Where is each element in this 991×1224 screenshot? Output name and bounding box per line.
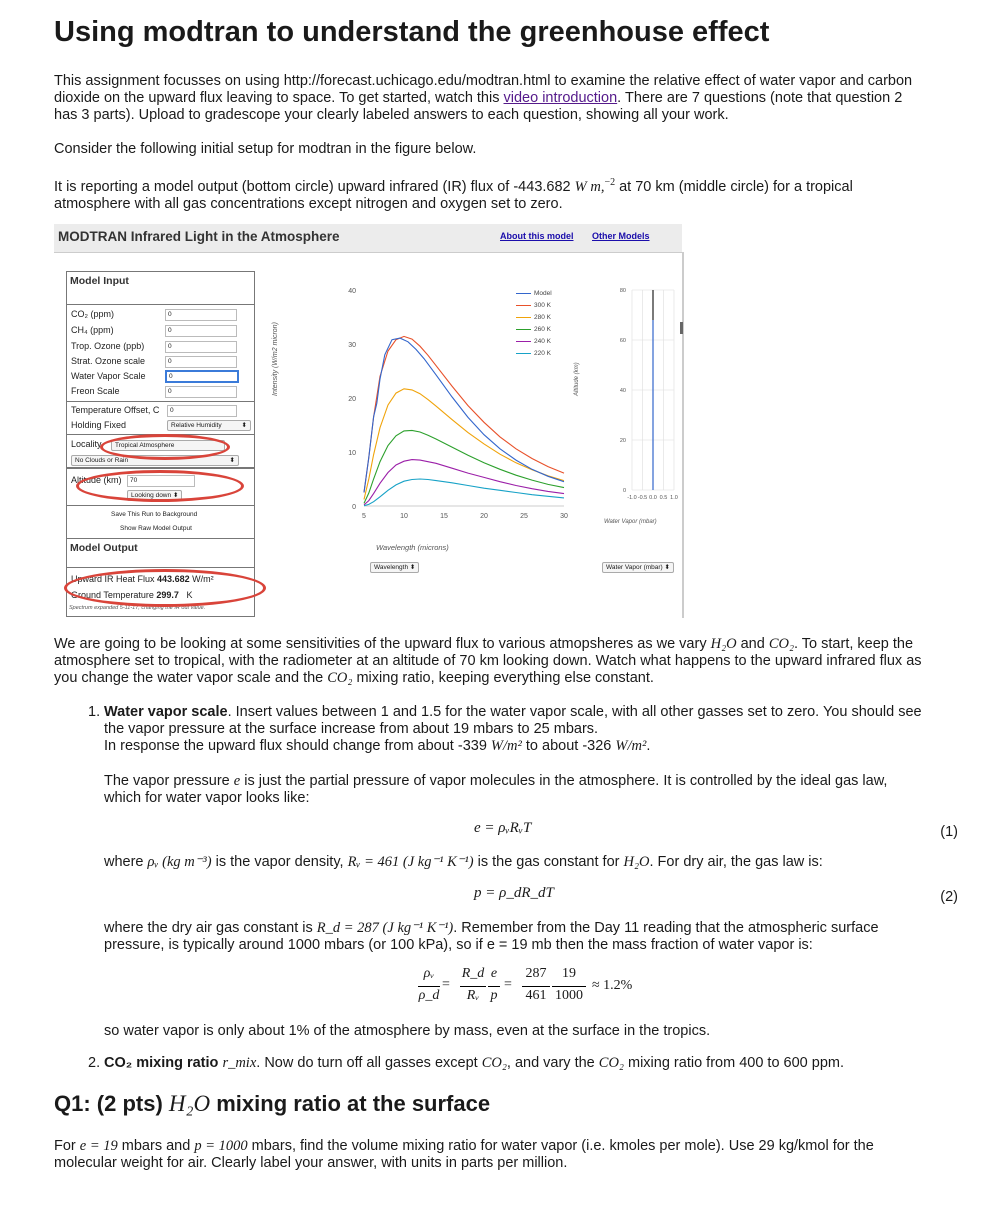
fig-divider xyxy=(682,252,684,618)
text: . To start, keep the xyxy=(794,636,914,652)
frac-bar xyxy=(460,986,486,987)
video-introduction-link[interactable]: video introduction xyxy=(503,90,618,106)
math-co2: CO₂ xyxy=(327,670,353,686)
flux-line xyxy=(54,174,954,196)
q1-line xyxy=(54,1138,954,1155)
equals-sign: = xyxy=(442,977,450,992)
strat-ozone-label: Strat. Ozone scale xyxy=(71,356,146,366)
item1-heading: Water vapor scale xyxy=(104,704,228,720)
locality-label: Locality xyxy=(71,439,102,449)
text: , and vary the xyxy=(506,1055,599,1071)
profile-xtick-label: 1.0 xyxy=(670,495,678,501)
text: you change the water vapor scale and the xyxy=(54,670,328,686)
legend-label: Model xyxy=(534,290,552,297)
water-vapor-axis-select[interactable] xyxy=(602,562,674,573)
co2-input[interactable]: 0 xyxy=(165,309,237,321)
save-run-button[interactable]: Save This Run to Background xyxy=(111,511,198,518)
math-h2o: H₂O xyxy=(168,1091,211,1116)
trop-ozone-input[interactable]: 0 xyxy=(165,341,237,353)
math-rho-v: ρᵥ (kg m⁻³) xyxy=(147,854,212,870)
item2-heading: CO₂ mixing ratio xyxy=(104,1055,219,1071)
intro-text: dioxide on the upward flux leaving to space. To get started, watch this xyxy=(54,90,504,106)
intro-line: This assignment focusses on using http://forecast.uchicago.edu/modtran.html to examine the relative effect of water vapor and carbon xyxy=(54,73,913,89)
text: . xyxy=(646,738,651,754)
item1-line xyxy=(104,704,954,721)
frac-den-rho-d: ρ_d xyxy=(418,988,440,1003)
text: mixing ratio, keeping everything else constant. xyxy=(352,670,654,686)
flux-unit-math: W m, xyxy=(574,178,605,195)
frac-den-461: 461 xyxy=(525,988,547,1003)
frac-num-19: 19 xyxy=(562,966,576,981)
frac-num-e: e xyxy=(490,966,498,981)
math-p-value: p = 1000 xyxy=(194,1138,248,1154)
equals-sign: = xyxy=(504,977,512,992)
flux-output-value: 443.682 xyxy=(157,574,190,584)
co2-label: CO₂ (ppm) xyxy=(71,309,114,319)
spectrum-xtick-label: 15 xyxy=(440,513,448,520)
math-h2o: H₂O xyxy=(623,854,650,870)
legend-label: 260 K xyxy=(534,326,551,333)
math-unit: W/m² xyxy=(615,738,647,754)
text: . Remember from the Day 11 reading that the atmospheric surface xyxy=(453,920,879,936)
flux-text: at 70 km (middle circle) for a tropical xyxy=(615,178,853,195)
flux-unit-exp: −2 xyxy=(604,177,616,188)
temp-offset-label: Temperature Offset, C xyxy=(71,405,160,415)
list-item-2 xyxy=(88,1055,954,1072)
altitude-input[interactable]: 70 xyxy=(127,475,195,487)
holding-fixed-select[interactable] xyxy=(167,420,251,431)
profile-xlabel: Water Vapor (mbar) xyxy=(604,519,657,525)
text: mbars and xyxy=(117,1138,195,1154)
ground-temp-value: 299.7 xyxy=(156,590,179,600)
spectrum-ytick-label: 10 xyxy=(348,450,356,457)
strat-ozone-input[interactable]: 0 xyxy=(165,356,237,368)
sensitivity-line xyxy=(54,636,954,653)
spectrum-series-line xyxy=(364,460,564,505)
text: is the gas constant for xyxy=(473,854,624,870)
page-title: Using modtran to understand the greenhouse effect xyxy=(54,16,770,48)
run-buttons-panel xyxy=(66,505,255,539)
where1-paragraph xyxy=(104,854,954,871)
frac-den-Rv: Rᵥ xyxy=(466,988,480,1003)
profile-xtick-label: -1.0 xyxy=(627,495,637,501)
item1-line: the vapor pressure at the surface increase from about 19 mbars to 25 mbars. xyxy=(104,721,599,737)
vapor-profile-chart xyxy=(570,280,680,520)
sensitivity-line xyxy=(54,670,954,687)
list-number: 2. xyxy=(88,1055,101,1071)
water-vapor-label: Water Vapor Scale xyxy=(71,371,146,381)
model-input-title: Model Input xyxy=(70,275,129,287)
sensitivity-paragraph xyxy=(54,636,954,687)
temp-offset-input[interactable]: 0 xyxy=(167,405,237,417)
water-vapor-select-value: Water Vapor (mbar) xyxy=(606,564,663,571)
spectrum-ytick-label: 40 xyxy=(348,288,356,295)
legend-entry xyxy=(516,314,552,326)
ground-temp-label: Ground Temperature xyxy=(71,590,154,600)
select-arrow-icon: ⬍ xyxy=(664,564,670,571)
setup-paragraph: Consider the following initial setup for modtran in the figure below. xyxy=(54,141,477,157)
temperature-panel xyxy=(66,401,255,435)
legend-entry xyxy=(516,290,552,302)
vapor-pressure-paragraph xyxy=(104,773,954,807)
ch4-input[interactable]: 0 xyxy=(165,325,237,337)
looking-value: Looking down xyxy=(131,492,172,499)
profile-tick-labels xyxy=(620,288,678,501)
spectrum-series-line xyxy=(364,389,564,500)
frac-bar xyxy=(418,986,440,987)
legend-entry xyxy=(516,350,552,362)
q1-line: molecular weight for air. Clearly label your answer, with units in parts per million. xyxy=(54,1155,568,1171)
footnote: Spectrum expanded 5-11-17, changing the IR out value. xyxy=(69,605,206,611)
spectrum-xtick-label: 30 xyxy=(560,513,568,520)
frac-result: ≈ 1.2% xyxy=(592,978,633,993)
show-raw-output-button[interactable]: Show Raw Model Output xyxy=(120,525,192,532)
profile-ytick-label: 20 xyxy=(619,438,626,444)
modtran-title: MODTRAN Infrared Light in the Atmosphere xyxy=(58,229,340,244)
text: For xyxy=(54,1138,80,1154)
legend-label: 220 K xyxy=(534,350,551,357)
spectrum-xtick-label: 20 xyxy=(480,513,488,520)
frac-den-1000: 1000 xyxy=(555,988,583,1003)
equation-1-text: e = ρᵥRᵥT xyxy=(474,820,532,836)
spectrum-xtick-label: 5 xyxy=(362,513,366,520)
spectrum-ytick-label: 0 xyxy=(352,504,356,511)
intro-text: . There are 7 questions (note that question 2 xyxy=(617,90,903,106)
model-output-panel xyxy=(66,538,255,568)
profile-ylabel: Altitude (km) xyxy=(574,362,580,396)
spectrum-xtick-label: 10 xyxy=(400,513,408,520)
legend-swatch xyxy=(516,293,531,294)
math-Rv: Rᵥ = 461 (J kg⁻¹ K⁻¹) xyxy=(347,854,474,870)
frac-bar xyxy=(488,986,500,987)
frac-num-rho-v: ρᵥ xyxy=(423,966,435,981)
text: mixing ratio from 400 to 600 ppm. xyxy=(623,1055,844,1071)
legend-entry xyxy=(516,338,552,350)
clouds-value: No Clouds or Rain xyxy=(75,457,129,464)
sensitivity-line: atmosphere set to tropical, with the radiometer at an altitude of 70 km looking down. Watch what happens to the upward infrared flux as xyxy=(54,653,922,669)
q1-paragraph xyxy=(54,1138,954,1172)
frac-bar xyxy=(552,986,586,987)
model-output-title: Model Output xyxy=(70,542,138,554)
spectrum-series-line xyxy=(364,479,564,506)
math-e-value: e = 19 xyxy=(79,1138,118,1154)
text: mbars, find the volume mixing ratio for water vapor (i.e. kmoles per mole). Use 29 kg/kmol for the xyxy=(247,1138,874,1154)
math-co2: CO₂ xyxy=(768,636,795,652)
spectrum-ytick-label: 30 xyxy=(348,342,356,349)
gas-inputs-panel xyxy=(66,304,255,402)
math-h2o: H₂O xyxy=(710,636,737,652)
profile-xtick-label: 0.5 xyxy=(659,495,668,501)
text: We are going to be looking at some sensitivities of the upward flux to various atmopsheres as we vary xyxy=(54,636,711,652)
wavelength-axis-select[interactable] xyxy=(370,562,419,573)
wavelength-select-value: Wavelength xyxy=(374,564,409,571)
legend-label: 300 K xyxy=(534,302,551,309)
profile-xtick-label: -0.5 xyxy=(637,495,648,501)
math-e: e xyxy=(233,773,241,789)
so-water-paragraph: so water vapor is only about 1% of the atmosphere by mass, even at the surface in the tropics. xyxy=(104,1023,711,1039)
trop-ozone-label: Trop. Ozone (ppb) xyxy=(71,341,145,351)
text: . Insert values between 1 and 1.5 for the water vapor scale, with all other gasses set to zero. You should see xyxy=(227,704,922,720)
scrollbar-thumb[interactable] xyxy=(680,322,683,334)
text: . Now do turn off all gasses except xyxy=(256,1055,482,1071)
legend-swatch xyxy=(516,353,531,354)
mass-fraction-equation xyxy=(418,966,658,1010)
math-co2: CO₂ xyxy=(598,1055,624,1071)
equation-2 xyxy=(104,885,958,907)
frac-num-287: 287 xyxy=(525,966,547,981)
profile-ytick-label: 80 xyxy=(619,288,626,294)
legend-entry xyxy=(516,302,552,314)
intro-paragraph xyxy=(54,73,954,124)
modtran-screenshot xyxy=(54,224,684,618)
altitude-highlight-circle xyxy=(76,470,244,502)
legend-swatch xyxy=(516,305,531,306)
vp-line: which for water vapor looks like: xyxy=(104,790,310,806)
legend-swatch xyxy=(516,329,531,330)
legend-swatch xyxy=(516,317,531,318)
math-unit: W/m² xyxy=(490,738,522,754)
spectrum-legend xyxy=(516,290,552,362)
profile-xtick-label: 0.0 xyxy=(649,495,657,501)
flux-paragraph xyxy=(54,174,954,213)
item2-line xyxy=(104,1055,954,1072)
water-vapor-input[interactable]: 0 xyxy=(165,370,239,383)
text: is just the partial pressure of vapor molecules in the atmosphere. It is controlled by the ideal gas law, xyxy=(240,773,888,789)
math-co2: CO₂ xyxy=(481,1055,507,1071)
select-arrow-icon: ⬍ xyxy=(409,564,416,571)
item1-line xyxy=(104,738,954,755)
frac-bar xyxy=(522,986,550,987)
freon-label: Freon Scale xyxy=(71,386,120,396)
ch4-label: CH₄ (ppm) xyxy=(71,325,114,335)
text: In response the upward flux should change from about -339 xyxy=(104,738,491,754)
ground-temp-unit: K xyxy=(186,590,193,600)
q1-heading-text: Q1: (2 pts) xyxy=(54,1091,169,1116)
math-rmix: r_mix xyxy=(222,1055,257,1071)
list-item-1 xyxy=(88,704,954,755)
profile-ytick-label: 40 xyxy=(619,388,626,394)
select-arrow-icon: ⬍ xyxy=(229,457,235,464)
where2-line: pressure, is typically around 1000 mbars (or 100 kPa), so if e = 19 mb then the mass fraction of water vapor is: xyxy=(104,937,813,953)
equation-1 xyxy=(104,820,958,842)
altitude-label: Altitude (km) xyxy=(71,475,122,485)
equation-1-number: (1) xyxy=(940,824,958,840)
where2-line xyxy=(104,920,954,937)
text: where the dry air gas constant is xyxy=(104,920,317,936)
flux-highlight-circle xyxy=(64,569,266,607)
text: . For dry air, the gas law is: xyxy=(649,854,823,870)
flux-text: It is reporting a model output (bottom circle) upward infrared (IR) flux of -443.682 xyxy=(54,178,575,195)
holding-fixed-value: Relative Humidity xyxy=(171,422,222,429)
about-model-link[interactable]: About this model xyxy=(500,231,574,241)
equation-2-text: p = ρ_dR_dT xyxy=(474,885,554,901)
other-models-link[interactable]: Other Models xyxy=(592,231,650,241)
holding-fixed-label: Holding Fixed xyxy=(71,420,127,430)
intro-line xyxy=(54,90,954,107)
text: to about -326 xyxy=(521,738,616,754)
where2-paragraph xyxy=(104,920,954,954)
spectrum-xtick-label: 25 xyxy=(520,513,528,520)
math-Rd: R_d = 287 (J kg⁻¹ K⁻¹) xyxy=(316,920,454,936)
equation-2-number: (2) xyxy=(940,889,958,905)
legend-entry xyxy=(516,326,552,338)
locality-highlight-circle xyxy=(100,434,230,460)
select-arrow-icon: ⬍ xyxy=(172,492,179,499)
text: is the vapor density, xyxy=(211,854,348,870)
text: where xyxy=(104,854,148,870)
vp-line xyxy=(104,773,954,790)
model-input-panel xyxy=(66,271,255,305)
legend-label: 240 K xyxy=(534,338,551,345)
flux-output-label: Upward IR Heat Flux xyxy=(71,574,155,584)
freon-input[interactable]: 0 xyxy=(165,386,237,398)
intro-line: has 3 parts). Upload to gradescope your clearly labeled answers to each question, showing all your work. xyxy=(54,107,729,123)
text: The vapor pressure xyxy=(104,773,234,789)
frac-num-Rd: R_d xyxy=(461,966,485,981)
q1-heading-text: mixing ratio at the surface xyxy=(210,1091,491,1116)
list-number: 1. xyxy=(88,704,101,720)
text: and xyxy=(736,636,769,652)
profile-ytick-label: 0 xyxy=(622,488,626,494)
legend-swatch xyxy=(516,341,531,342)
legend-label: 280 K xyxy=(534,314,551,321)
select-arrow-icon: ⬍ xyxy=(241,422,247,429)
flux-line: atmosphere with all gas concentrations except nitrogen and oxygen set to zero. xyxy=(54,195,563,212)
frac-den-p: p xyxy=(490,988,498,1003)
spectrum-ylabel: Intensity (W/m2 micron) xyxy=(272,322,279,396)
spectrum-ytick-label: 20 xyxy=(348,396,356,403)
modtran-header xyxy=(54,224,682,253)
flux-output-unit: W/m² xyxy=(192,574,214,584)
q1-heading xyxy=(54,1091,490,1117)
locality-value: Tropical Atmosphere xyxy=(115,442,175,449)
profile-ytick-label: 60 xyxy=(619,338,626,344)
spectrum-xlabel: Wavelength (microns) xyxy=(376,543,449,552)
